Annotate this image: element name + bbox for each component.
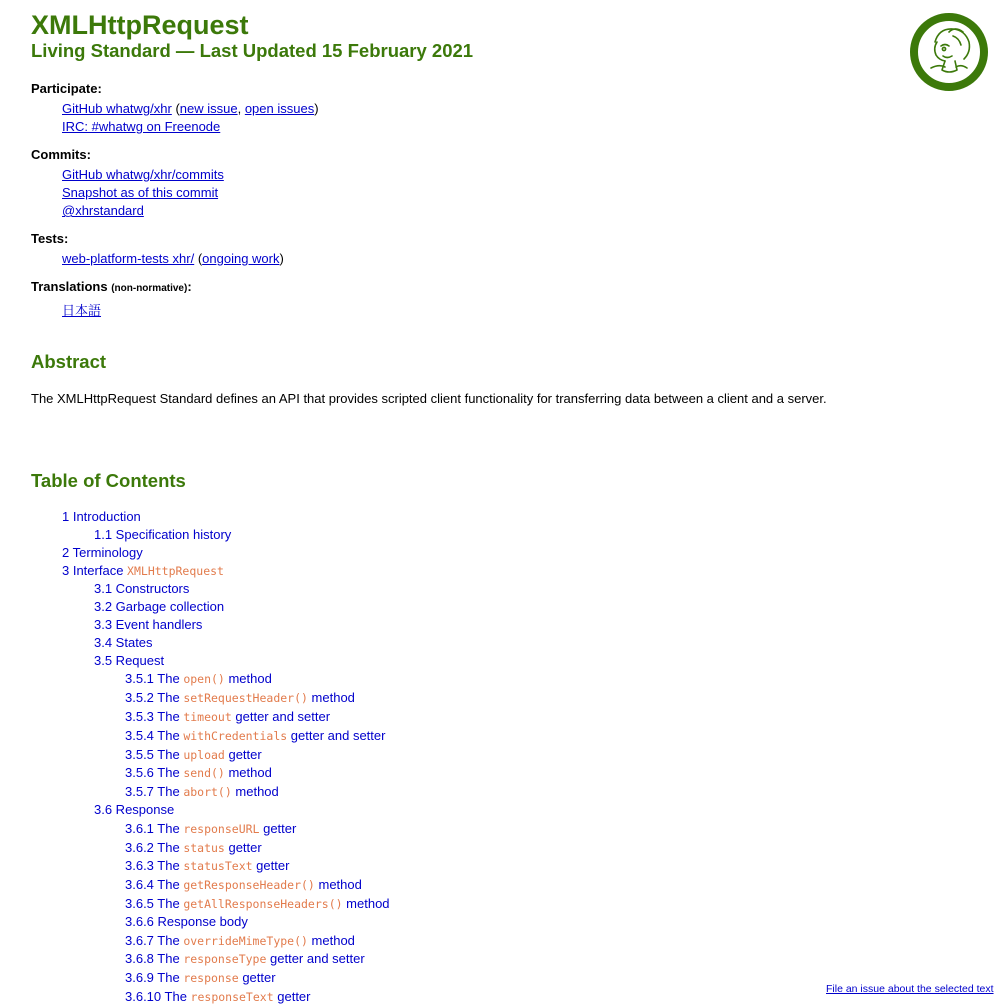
toc-code-term: status xyxy=(183,841,225,855)
toc-text: 3.6.7 The xyxy=(125,933,184,948)
toc-code-term: getResponseHeader() xyxy=(183,878,315,892)
toc-code-term: response xyxy=(183,971,239,985)
participate-label: Participate: xyxy=(31,81,102,96)
toc-text: getter xyxy=(224,747,262,762)
colon: : xyxy=(187,279,192,294)
toc-text: getter xyxy=(252,858,290,873)
toc-code-term: responseURL xyxy=(183,822,260,836)
toc-item[interactable] xyxy=(125,728,385,744)
github-commits-link[interactable]: GitHub whatwg/xhr/commits xyxy=(62,167,224,182)
toc-text: getter xyxy=(273,989,311,1004)
toc-item[interactable] xyxy=(94,599,224,615)
toc-text: 3.6.10 The xyxy=(125,989,191,1004)
twitter-link[interactable]: @xhrstandard xyxy=(62,203,144,218)
non-normative-note: (non-normative) xyxy=(111,283,188,294)
toc-text: 3.4 States xyxy=(94,635,153,650)
toc-code-term: timeout xyxy=(183,710,232,724)
toc-item[interactable] xyxy=(125,784,279,800)
toc-text: 3.5.5 The xyxy=(125,747,184,762)
toc-text: 2 Terminology xyxy=(62,545,143,560)
toc-text: 3.1 Constructors xyxy=(94,581,190,596)
paren-open: ( xyxy=(194,251,203,266)
toc-item[interactable] xyxy=(94,635,153,651)
toc-item[interactable] xyxy=(125,914,248,930)
toc-text: 3.6.1 The xyxy=(125,821,184,836)
toc-text: 3.5.3 The xyxy=(125,709,184,724)
toc-text: 3.6.2 The xyxy=(125,840,184,855)
toc-text: 3.6.3 The xyxy=(125,858,184,873)
toc-text: 3.6 Response xyxy=(94,802,175,817)
toc-text: 3.5.6 The xyxy=(125,765,184,780)
tests-label: Tests: xyxy=(31,231,69,246)
toc-item[interactable] xyxy=(125,933,355,949)
page-subtitle: Living Standard — Last Updated 15 February 2021 xyxy=(31,40,474,61)
toc-code-term: send() xyxy=(183,766,225,780)
japanese-translation-link[interactable]: 日本語 xyxy=(62,303,102,318)
toc-item[interactable] xyxy=(62,509,141,525)
file-issue-link[interactable]: File an issue about the selected text xyxy=(826,983,994,995)
toc-text: 3.6.8 The xyxy=(125,951,184,966)
comma: , xyxy=(237,101,245,116)
toc-text: 3.6.4 The xyxy=(125,877,184,892)
toc-item[interactable] xyxy=(125,858,289,874)
toc-item[interactable] xyxy=(62,545,143,561)
toc-text: 3.5.7 The xyxy=(125,784,184,799)
translations-title: Translations xyxy=(31,279,108,294)
paren-close: ) xyxy=(314,101,319,116)
open-issues-link[interactable]: open issues xyxy=(244,101,315,116)
toc-text: method xyxy=(307,933,355,948)
toc-code-term: getAllResponseHeaders() xyxy=(183,897,343,911)
toc-code-term: upload xyxy=(183,748,225,762)
toc-item[interactable] xyxy=(94,581,189,597)
toc-item[interactable] xyxy=(94,617,202,633)
toc-text: getter and setter xyxy=(231,709,331,724)
toc-heading: Table of Contents xyxy=(31,470,186,491)
toc-code-term: XMLHttpRequest xyxy=(127,564,224,578)
toc-code-term: overrideMimeType() xyxy=(183,934,308,948)
toc-code-term: open() xyxy=(183,672,225,686)
toc-item[interactable] xyxy=(125,690,355,706)
toc-text: 3.6.9 The xyxy=(125,970,184,985)
toc-code-term: abort() xyxy=(183,785,232,799)
toc-item[interactable] xyxy=(94,802,174,818)
page-title: XMLHttpRequest xyxy=(31,10,249,40)
paren-open: ( xyxy=(171,101,180,116)
toc-text: 3.6.5 The xyxy=(125,896,184,911)
toc-item[interactable] xyxy=(94,527,231,543)
toc-text: getter and setter xyxy=(266,951,365,966)
toc-text: method xyxy=(307,690,355,705)
toc-item[interactable] xyxy=(125,989,311,1005)
toc-text: method xyxy=(224,765,272,780)
irc-link[interactable]: IRC: #whatwg on Freenode xyxy=(62,119,221,134)
toc-code-term: setRequestHeader() xyxy=(183,691,308,705)
toc-text: 3.5.2 The xyxy=(125,690,184,705)
wpt-link[interactable]: web-platform-tests xhr/ xyxy=(62,251,195,266)
commits-label: Commits: xyxy=(31,147,91,162)
toc-item[interactable] xyxy=(125,765,272,781)
toc-item[interactable] xyxy=(125,709,330,725)
toc-code-term: withCredentials xyxy=(183,729,288,743)
toc-item[interactable] xyxy=(125,671,272,687)
toc-item[interactable] xyxy=(125,896,390,912)
toc-text: getter xyxy=(224,840,262,855)
toc-text: method xyxy=(231,784,279,799)
abstract-heading: Abstract xyxy=(31,351,107,372)
toc-text: 3.5 Request xyxy=(94,653,165,668)
toc-code-term: responseType xyxy=(183,952,267,966)
new-issue-link[interactable]: new issue xyxy=(179,101,238,116)
toc-text: 3 Interface xyxy=(62,563,128,578)
toc-text: getter and setter xyxy=(287,728,386,743)
toc-text: 3.2 Garbage collection xyxy=(94,599,225,614)
toc-text: 3.5.4 The xyxy=(125,728,184,743)
toc-text: 3.6.6 Response body xyxy=(125,914,248,929)
toc-item[interactable] xyxy=(94,653,164,669)
toc-item[interactable] xyxy=(125,747,262,763)
toc-item[interactable] xyxy=(125,951,365,967)
toc-text: method xyxy=(342,896,390,911)
toc-item[interactable] xyxy=(125,970,276,986)
toc-text: 3.3 Event handlers xyxy=(94,617,203,632)
toc-code-term: statusText xyxy=(183,859,253,873)
paren-close: ) xyxy=(279,251,284,266)
toc-text: 3.5.1 The xyxy=(125,671,184,686)
toc-item[interactable] xyxy=(125,840,262,856)
github-repo-link[interactable]: GitHub whatwg/xhr xyxy=(62,101,172,116)
toc-code-term: responseText xyxy=(190,990,274,1004)
toc-item[interactable] xyxy=(125,877,362,893)
toc-text: 1.1 Specification history xyxy=(94,527,232,542)
toc-item[interactable] xyxy=(125,821,296,837)
toc-text: method xyxy=(224,671,272,686)
ongoing-work-link[interactable]: ongoing work xyxy=(202,251,280,266)
abstract-text: The XMLHttpRequest Standard defines an API that provides scripted client functionality for transferring data between a client and a server. xyxy=(31,391,827,406)
toc-text: getter xyxy=(238,970,276,985)
toc-item[interactable] xyxy=(62,563,224,579)
toc-text: getter xyxy=(259,821,297,836)
toc-text: 1 Introduction xyxy=(62,509,141,524)
toc-text: method xyxy=(314,877,362,892)
snapshot-link[interactable]: Snapshot as of this commit xyxy=(62,185,219,200)
